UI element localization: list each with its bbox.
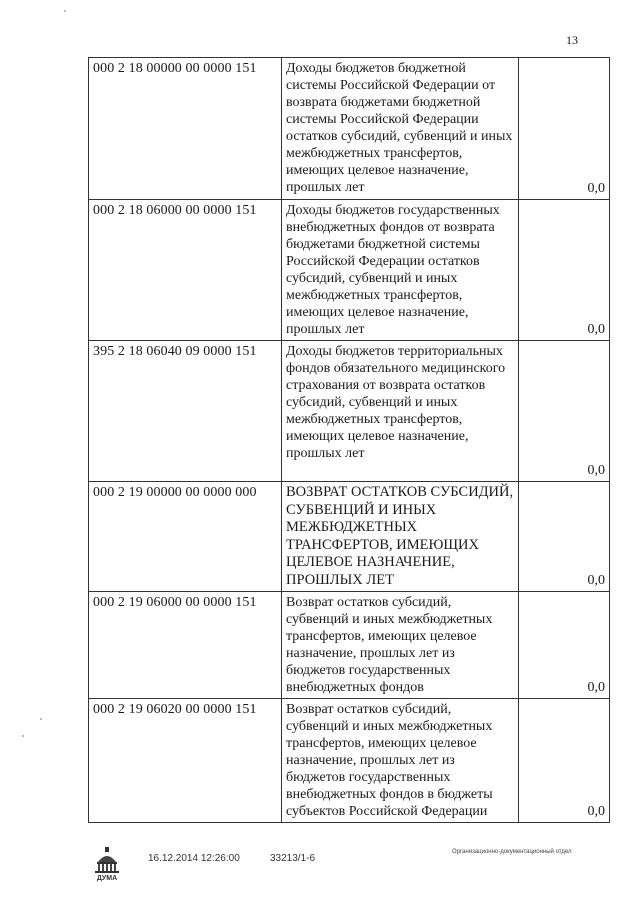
budget-code: 395 2 18 06040 09 0000 151	[89, 341, 282, 482]
income-name: Доходы бюджетов территориальных фондов обязательного медицинского страхования от возврата остатков субсидий, субвенций и иных межбюджетных трансфертов, имеющих целевое назначение, прошлых лет	[282, 341, 519, 482]
income-name: Возврат остатков субсидий, субвенций и иных межбюджетных трансфертов, имеющих целевое назначение, прошлых лет из бюджетов государственных внебюджетных фондов в бюджеты субъектов Российской Федерации	[282, 699, 519, 823]
table-row	[89, 592, 610, 699]
table-row	[89, 482, 610, 592]
scan-artifact	[40, 718, 42, 720]
income-name: Возврат остатков субсидий, субвенций и иных межбюджетных трансфертов, имеющих целевое назначение, прошлых лет из бюджетов государственных внебюджетных фондов	[282, 592, 519, 699]
table-row	[89, 699, 610, 823]
table-row	[89, 200, 610, 341]
amount-value: 0,0	[519, 482, 610, 592]
income-name: Доходы бюджетов государственных внебюджетных фондов от возврата бюджетами бюджетной системы Российской Федерации остатков субсидий, субвенций и иных межбюджетных трансфертов, имеющих целевое назначение, прошлых лет	[282, 200, 519, 341]
page-footer	[0, 838, 640, 888]
scan-artifact	[22, 735, 24, 737]
footer-doc-number: 33213/1-6	[270, 853, 316, 864]
income-name: Доходы бюджетов бюджетной системы Российской Федерации от возврата бюджетами бюджетной системы Российской Федерации остатков субсидий, субвенций и иных межбюджетных трансфертов, имеющих целевое назначение, прошлых лет	[282, 58, 519, 200]
budget-code: 000 2 19 06020 00 0000 151	[89, 699, 282, 823]
budget-table	[88, 57, 610, 823]
footer-department: Организационно-документационный отдел	[452, 849, 572, 855]
amount-value: 0,0	[519, 58, 610, 200]
income-name: ВОЗВРАТ ОСТАТКОВ СУБСИДИЙ, СУБВЕНЦИЙ И ИНЫХ МЕЖБЮДЖЕТНЫХ ТРАНСФЕРТОВ, ИМЕЮЩИХ ЦЕЛЕВОЕ НАЗНАЧЕНИЕ, ПРОШЛЫХ ЛЕТ	[282, 482, 519, 592]
budget-code: 000 2 19 06000 00 0000 151	[89, 592, 282, 699]
amount-value: 0,0	[519, 200, 610, 341]
table-row	[89, 341, 610, 482]
amount-value: 0,0	[519, 341, 610, 482]
table-row	[89, 58, 610, 200]
amount-value: 0,0	[519, 592, 610, 699]
budget-code: 000 2 18 00000 00 0000 151	[89, 58, 282, 200]
budget-code: 000 2 19 00000 00 0000 000	[89, 482, 282, 592]
duma-logo-icon	[92, 846, 122, 882]
budget-code: 000 2 18 06000 00 0000 151	[89, 200, 282, 341]
footer-datetime: 16.12.2014 12:26:00	[148, 853, 240, 864]
page-number: 13	[566, 33, 578, 47]
logo-label: ДУМА	[96, 875, 118, 882]
scan-artifact	[64, 10, 66, 12]
amount-value: 0,0	[519, 699, 610, 823]
